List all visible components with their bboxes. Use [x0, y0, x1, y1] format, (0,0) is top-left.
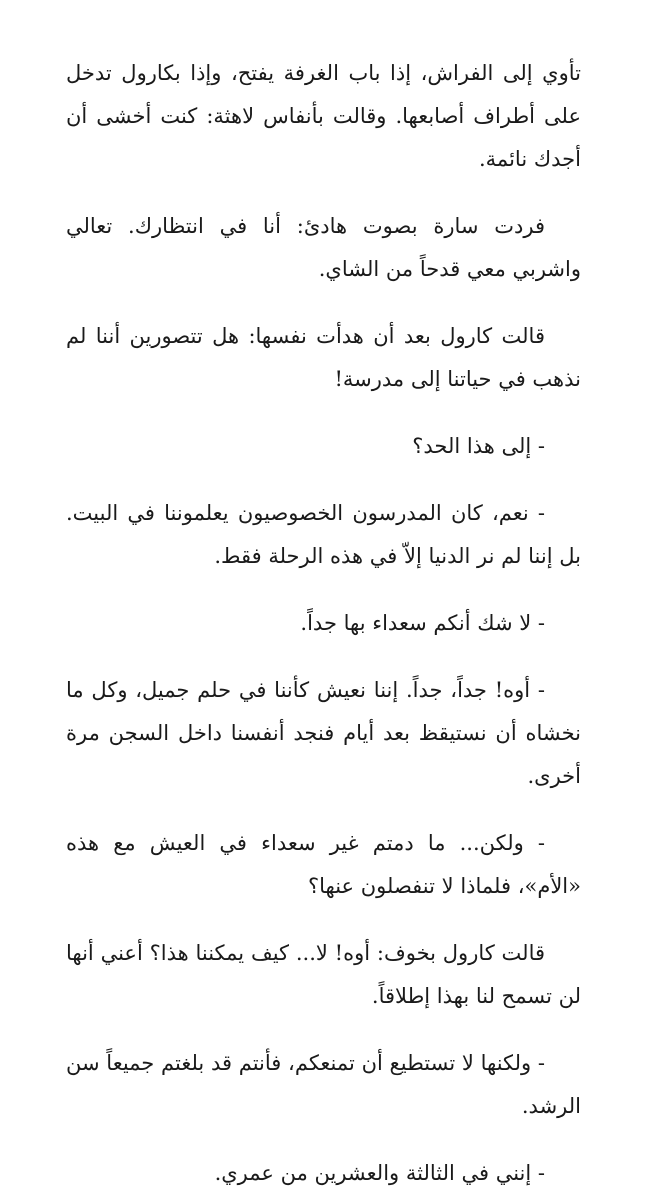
paragraph: - إنني في الثالثة والعشرين من عمري.	[214, 1161, 545, 1185]
paragraph: - نعم، كان المدرسون الخصوصيون يعلموننا في البيت. بل إننا لم نر الدنيا إلاّ في هذه الرحلة فقط.	[66, 501, 581, 568]
paragraph: - ولكن... ما دمتم غير سعداء في العيش مع هذه «الأم»، فلماذا لا تنفصلون عنها؟	[66, 831, 581, 898]
paragraph: قالت كارول بعد أن هدأت نفسها: هل تتصورين أننا لم نذهب في حياتنا إلى مدرسة!	[66, 324, 581, 391]
paragraph: - لا شك أنكم سعداء بها جداً.	[300, 611, 545, 635]
paragraph: - أوه! جداً، جداً. إننا نعيش كأننا في حلم جميل، وكل ما نخشاه أن نستيقظ بعد أيام فنجد أنفسنا داخل السجن مرة أخرى.	[66, 678, 581, 788]
paragraph: - ولكنها لا تستطيع أن تمنعكم، فأنتم قد بلغتم جميعاً سن الرشد.	[66, 1051, 581, 1118]
paragraph: فردت سارة بصوت هادئ: أنا في انتظارك. تعالي واشربي معي قدحاً من الشاي.	[66, 214, 581, 281]
paragraph: - إلى هذا الحد؟	[412, 434, 545, 458]
paragraph: تأوي إلى الفراش، إذا باب الغرفة يفتح، وإذا بكارول تدخل على أطراف أصابعها. وقالت بأنفاس لاهثة: كنت أخشى أن أجدك نائمة.	[66, 61, 581, 171]
paragraph: قالت كارول بخوف: أوه! لا... كيف يمكننا هذا؟ أعني أنها لن تسمح لنا بهذا إطلاقاً.	[66, 941, 581, 1008]
